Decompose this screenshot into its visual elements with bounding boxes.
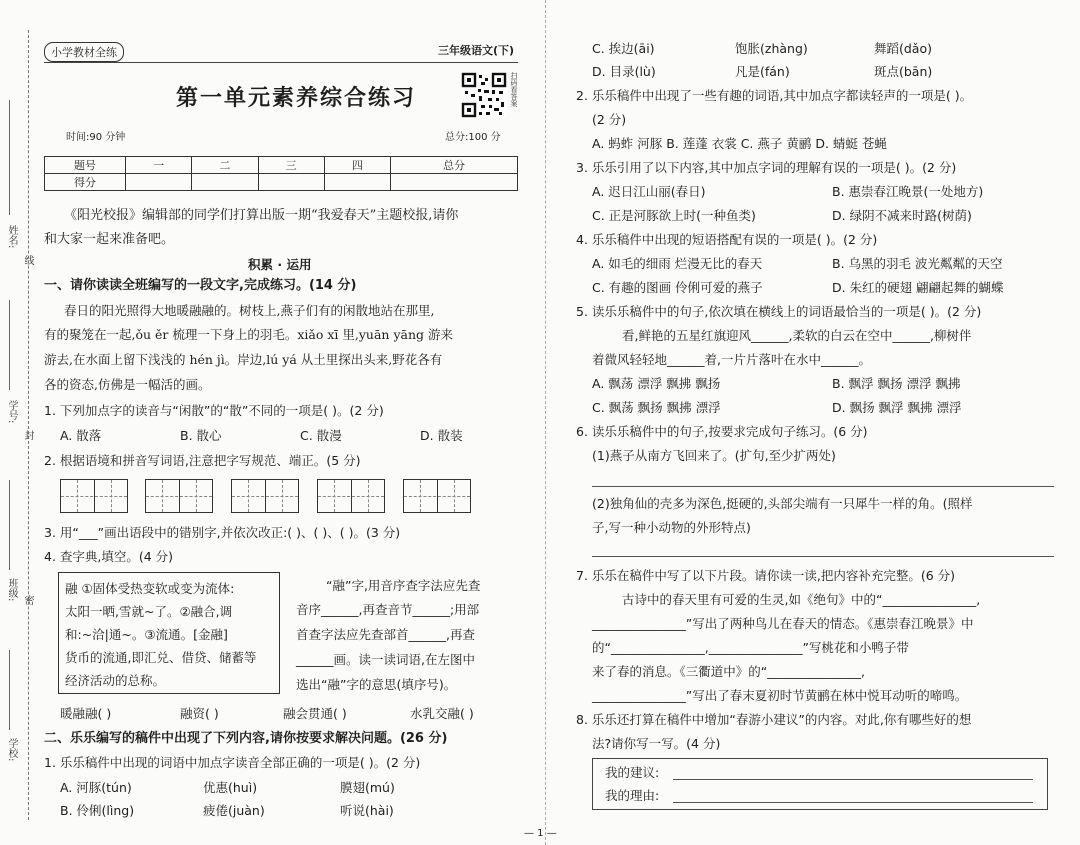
p2-q7-text: 的“_______________,_______________”写桃花和小鸭子带 (592, 640, 909, 655)
p2-q4-option-a[interactable]: A. 如毛的细雨 烂漫无比的春天 (592, 256, 763, 271)
q4-text-line: “融”字,用音序查字法应先查 (326, 578, 481, 593)
school-blank[interactable] (9, 650, 10, 730)
part2-title: 二、乐乐编写的稿件中出现了下列内容,请你按要求解决问题。(26 分) (44, 731, 448, 746)
score-input-cell[interactable] (192, 174, 258, 191)
header-rule (44, 62, 518, 63)
name-blank[interactable] (9, 100, 10, 215)
p2-q7-text: 古诗中的春天里有可爱的生灵,如《绝句》中的“_______________, (622, 592, 981, 607)
score-input-cell[interactable] (126, 174, 192, 191)
dict-line: 货币的流通,即汇兑、借贷、储蓄等 (65, 650, 257, 665)
score-input-cell[interactable] (258, 174, 324, 191)
p2-q6-part2: 子,写一种小动物的外形特点) (592, 520, 751, 535)
p2-q7-text: _______________”写出了春末夏初时节黄鹂在林中悦耳动听的啼鸣。 (592, 688, 968, 703)
p1-q1-option-d[interactable]: D. 散装 (420, 428, 463, 443)
q4-word[interactable]: 融会贯通( ) (283, 706, 347, 721)
q4-text-line: 选出“融”字的意思(填序号)。 (296, 677, 457, 692)
part1-title: 一、请你读读全班编写的一段文字,完成练习。(14 分) (44, 278, 357, 293)
suggestion-line[interactable] (673, 779, 1033, 780)
q4-word[interactable]: 融资( ) (180, 706, 219, 721)
page-title: 第一单元素养综合练习 (176, 85, 417, 111)
p2-q8: 法?请你写一写。(4 分) (592, 736, 721, 751)
exam-time: 时间:90 分钟 (66, 132, 126, 143)
writing-grid[interactable] (145, 479, 213, 513)
p2-q6-part2: (2)独角仙的壳多为深色,挺硬的,头部尖端有一只犀牛一样的角。(照样 (592, 496, 973, 511)
intro-line-2: 和大家一起来准备吧。 (44, 232, 175, 247)
score-cell: 题号 (45, 157, 126, 174)
seal-mark-3: 密 (22, 595, 33, 605)
score-cell: 四 (324, 157, 390, 174)
p2-q5-option-c[interactable]: C. 飘荡 飘扬 飘拂 漂浮 (592, 400, 721, 415)
class-blank[interactable] (9, 480, 10, 570)
p2-q4-option-b[interactable]: B. 乌黑的羽毛 波光粼粼的天空 (832, 256, 1003, 271)
p2-q3-option-c[interactable]: C. 正是河豚欲上时(一种鱼类) (592, 208, 756, 223)
p2-q5-option-a[interactable]: A. 飘荡 漂浮 飘拂 飘扬 (592, 376, 721, 391)
q4-text-line: ______画。读一读词语,在左图中 (296, 652, 475, 667)
name-label: 姓名: (6, 225, 17, 249)
score-cell: 得分 (45, 174, 126, 191)
grade-label: 三年级语文(下) (438, 44, 515, 57)
score-table (44, 156, 518, 191)
passage-line-3: 游去,在水面上留下浅浅的 hén jì。岸边,lú yá 从土里探出头来,野花各有 (44, 352, 443, 367)
p2-q1-option-b-word: 疲倦(juàn) (203, 803, 265, 818)
score-table-header (45, 157, 518, 174)
seal-mark-2: 封 (22, 430, 33, 440)
p2-q1-option-c-word: 饱胀(zhàng) (735, 41, 808, 56)
p2-q1-option-d-word: 斑点(bān) (874, 64, 933, 79)
p1-q1: 1. 下列加点字的读音与“闲散”的“散”不同的一项是( )。(2 分) (44, 403, 384, 418)
p1-q1-option-b[interactable]: B. 散心 (180, 428, 222, 443)
p2-q5-text: 着微风轻轻地______着,一片片落叶在水中______。 (592, 352, 871, 367)
p2-q1: 1. 乐乐稿件中出现的词语中加点字读音全部正确的一项是( )。(2 分) (44, 755, 421, 770)
score-cell: 总分 (391, 157, 518, 174)
school-label: 学校: (6, 738, 17, 762)
dict-line: 经济活动的总称。 (65, 673, 166, 688)
p1-q1-option-a[interactable]: A. 散落 (60, 428, 102, 443)
seal-mark: 线 (22, 255, 33, 265)
dict-line: 和:~洽|通~。③流通。[金融] (65, 627, 228, 642)
p1-q1-option-c[interactable]: C. 散漫 (300, 428, 342, 443)
score-input-cell[interactable] (324, 174, 390, 191)
p1-q2: 2. 根据语境和拼音写词语,注意把字写规范、端正。(5 分) (44, 453, 361, 468)
p2-q2: 2. 乐乐稿件中出现了一些有趣的词语,其中加点字都读轻声的一项是( )。 (576, 88, 973, 103)
q4-text-line: 首查字法应先查部首______,再查 (296, 627, 475, 642)
score-cell: 三 (258, 157, 324, 174)
p2-q1-option-a[interactable]: A. 河豚(tún) (60, 780, 132, 795)
p2-q3: 3. 乐乐引用了以下内容,其中加点字词的理解有误的一项是( )。(2 分) (576, 160, 957, 175)
p2-q7-text: 来了春的消息。《三衢道中》的“_______________, (592, 664, 865, 679)
p2-q1-option-d-word: 凡是(fán) (735, 64, 790, 79)
suggestion-box (592, 758, 1048, 810)
p2-q5: 5. 读乐乐稿件中的句子,依次填在横线上的词语最恰当的一项是( )。(2 分) (576, 304, 982, 319)
passage-line-4: 各的资态,仿佛是一幅活的画。 (44, 377, 211, 392)
q4-text-line: 音序______,再查音节______;用部 (296, 602, 480, 617)
page-number: — 1 — (524, 828, 557, 839)
score-input-cell[interactable] (391, 174, 518, 191)
id-label: 学号: (6, 400, 17, 424)
id-blank[interactable] (9, 300, 10, 390)
passage-line-2: 有的聚笼在一起,ǒu ěr 梳理一下身上的羽毛。xiǎo xī 里,yuān yāng 游来 (44, 327, 453, 342)
q4-word[interactable]: 水乳交融( ) (410, 706, 474, 721)
score-cell: 二 (192, 157, 258, 174)
class-label: 班级: (6, 578, 17, 602)
p2-q6-part1: (1)燕子从南方飞回来了。(扩句,至少扩两处) (592, 448, 836, 463)
p2-q4-option-d[interactable]: D. 朱红的硬翅 翩翩起舞的蝴蝶 (832, 280, 1004, 295)
intro-line-1: 《阳光校报》编辑部的同学们打算出版一期“我爱春天”主题校报,请你 (64, 208, 459, 223)
p2-q1-option-d[interactable]: D. 目录(lù) (592, 64, 656, 79)
exam-total: 总分:100 分 (445, 132, 501, 143)
p1-q3: 3. 用“___”画出语段中的错别字,并依次改正:( )、( )、( )。(3 分) (44, 525, 401, 540)
binding-margin (0, 0, 36, 845)
suggestion-label: 我的建议: (605, 765, 660, 780)
reason-line[interactable] (673, 802, 1033, 803)
p2-q5-option-b[interactable]: B. 飘浮 飘扬 漂浮 飘拂 (832, 376, 961, 391)
p2-q5-text: 看,鲜艳的五星红旗迎风______,柔软的白云在空中______,柳树伴 (622, 328, 972, 343)
p1-q4: 4. 查字典,填空。(4 分) (44, 549, 174, 564)
score-table-row (45, 174, 518, 191)
p2-q8: 8. 乐乐还打算在稿件中增加“春游小建议”的内容。对此,你有哪些好的想 (576, 712, 972, 727)
p2-q1-option-b[interactable]: B. 伶俐(lìng) (60, 803, 135, 818)
p2-q3-option-b[interactable]: B. 惠崇春江晚景(一处地方) (832, 184, 984, 199)
qr-code-graphic (461, 72, 507, 118)
reason-label: 我的理由: (605, 788, 660, 803)
p2-q1-option-a-word: 膜翅(mú) (340, 780, 395, 795)
p2-q1-option-c-word: 舞蹈(dǎo) (874, 41, 932, 56)
dict-line: 融 ①固体受热变软或变为流体: (65, 581, 235, 596)
section-heading: 积累 · 运用 (248, 257, 312, 272)
writing-grid[interactable] (317, 479, 385, 513)
p2-q2-score: (2 分) (592, 112, 627, 127)
qr-caption: 扫码看答案 (510, 72, 518, 107)
score-cell: 一 (126, 157, 192, 174)
passage-line-1: 春日的阳光照得大地暖融融的。树枝上,燕子们有的闲散地站在那里, (64, 303, 435, 318)
p2-q3-option-d[interactable]: D. 绿阴不减来时路(树荫) (832, 208, 972, 223)
p2-q3-option-a[interactable]: A. 迟日江山丽(春日) (592, 184, 706, 199)
writing-grid[interactable] (403, 479, 471, 513)
p2-q7: 7. 乐乐在稿件中写了以下片段。请你读一读,把内容补充完整。(6 分) (576, 568, 956, 583)
q4-word[interactable]: 暖融融( ) (60, 706, 112, 721)
p2-q1-option-b-word: 听说(hài) (340, 803, 394, 818)
p2-q5-option-d[interactable]: D. 飘扬 飘浮 飘拂 漂浮 (832, 400, 962, 415)
brand-badge: 小学教材全练 (44, 42, 124, 62)
p2-q4: 4. 乐乐稿件中出现的短语搭配有误的一项是( )。(2 分) (576, 232, 878, 247)
writing-grid[interactable] (231, 479, 299, 513)
answer-line[interactable] (592, 486, 1054, 487)
dict-line: 太阳一晒,雪就~了。②融合,调 (65, 604, 233, 619)
writing-grid[interactable] (60, 479, 128, 513)
qr-code[interactable] (461, 72, 507, 118)
p2-q4-option-c[interactable]: C. 有趣的图画 伶俐可爱的燕子 (592, 280, 763, 295)
p2-q1-option-a-word: 优惠(huì) (203, 780, 258, 795)
binding-dashed-line (28, 30, 29, 820)
dictionary-entry-box (58, 572, 280, 694)
p2-q1-option-c[interactable]: C. 挨边(āi) (592, 41, 655, 56)
p2-q7-text: _______________”写出了两种鸟儿在春天的情态。《惠崇春江晚景》中 (592, 616, 974, 631)
answer-line[interactable] (592, 556, 1054, 557)
page-divider (545, 0, 546, 845)
p2-q6: 6. 读乐乐稿件中的句子,按要求完成句子练习。(6 分) (576, 424, 868, 439)
p2-q2-options[interactable]: A. 蚂蚱 河豚 B. 莲蓬 衣裳 C. 燕子 黄鹂 D. 蜻蜓 苍蝇 (592, 136, 887, 151)
